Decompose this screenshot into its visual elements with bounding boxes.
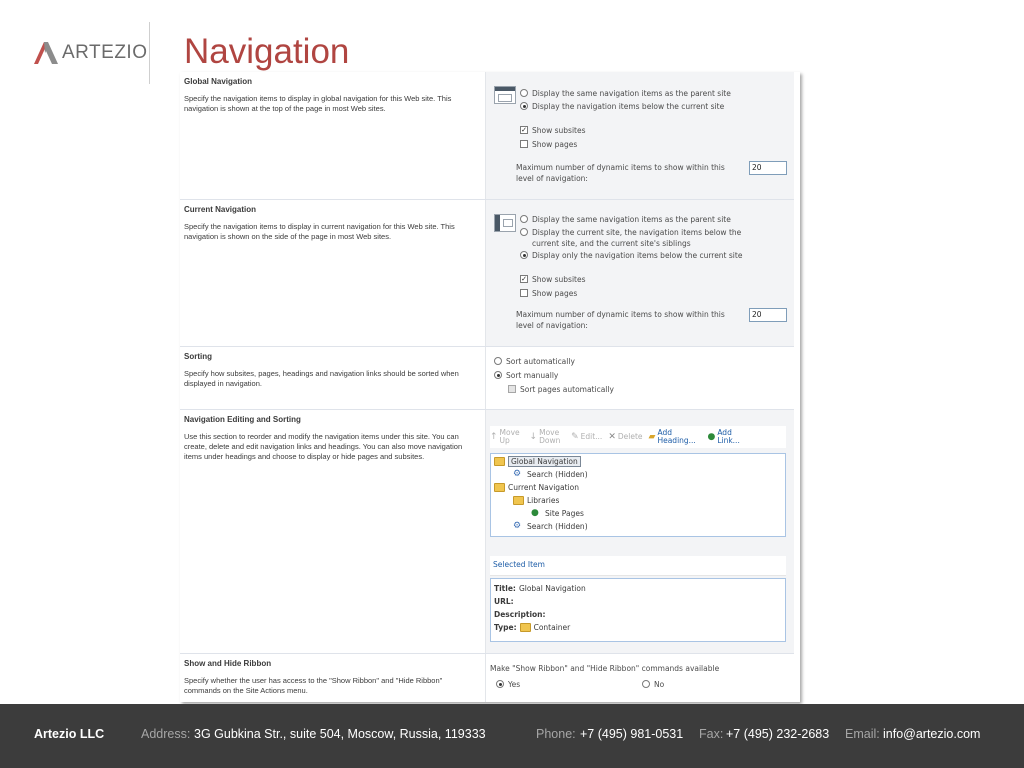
current-show-subsites-checkbox[interactable]: ✓ Show subsites	[521, 275, 586, 284]
current-max-items-label: Maximum number of dynamic items to show within this level of navigation:	[516, 310, 725, 330]
footer	[0, 704, 1024, 768]
link-add-icon: ●	[707, 432, 716, 442]
folder-add-icon: ▰	[648, 432, 656, 442]
current-below-only-option[interactable]: Display only the navigation items below the current site	[520, 250, 742, 261]
ribbon-commands-label: Make "Show Ribbon" and "Hide Ribbon" commands available	[490, 664, 720, 673]
heading-folder-icon	[494, 457, 505, 466]
edit-icon: ✎	[571, 432, 579, 442]
artezio-logo-icon	[34, 42, 58, 64]
section-title: Global Navigation	[184, 77, 253, 86]
checkbox-checked-icon: ✓	[521, 275, 527, 283]
global-show-subsites-checkbox[interactable]: ✓ Show subsites	[521, 126, 586, 135]
logo-text: ARTEZIO	[62, 42, 148, 63]
footer-address: 3G Gubkina Str., suite 504, Moscow, Russia, 119333	[194, 727, 486, 741]
section-title: Navigation Editing and Sorting	[184, 415, 301, 424]
section-description: Specify the navigation items to display in current navigation for this Web site. This navigation is shown on the side of the page in most Web sites.	[184, 222, 455, 241]
tree-item-global-navigation[interactable]: Global Navigation	[494, 455, 581, 468]
navigation-settings-panel	[180, 72, 800, 702]
ribbon-yes-option[interactable]: Yes	[496, 679, 520, 690]
current-same-as-parent-option[interactable]: Display the same navigation items as the parent site	[520, 214, 731, 225]
current-show-pages-checkbox[interactable]: Show pages	[520, 288, 577, 299]
section-title: Sorting	[184, 352, 212, 361]
checkbox-checked-icon: ✓	[521, 126, 527, 134]
section-description: Specify how subsites, pages, headings and navigation links should be sorted when displayed in navigation.	[184, 369, 459, 388]
artezio-logo	[34, 42, 148, 64]
global-max-items-input[interactable]: 20	[749, 161, 787, 175]
global-show-pages-checkbox[interactable]: Show pages	[520, 139, 577, 150]
current-max-items-input[interactable]: 20	[749, 308, 787, 322]
section-description: Use this section to reorder and modify the navigation items under this site. You can create, delete and edit navigation links and headings. You can also move navigation items under headings and choose to display or hide pages and subsites.	[184, 432, 463, 461]
global-nav-layout-icon	[494, 86, 516, 104]
radio-selected-icon	[520, 102, 528, 110]
global-navigation-section	[180, 72, 794, 200]
tree-item-libraries[interactable]: Libraries	[513, 494, 559, 507]
section-description: Specify the navigation items to display in global navigation for this Web site. This navigation is shown at the top of the page in most Web sites.	[184, 94, 452, 113]
ribbon-no-option[interactable]: No	[642, 679, 664, 690]
page-title: Navigation	[184, 32, 350, 71]
add-heading-button[interactable]: ▰ Add Heading...	[648, 428, 696, 445]
checkbox-disabled-icon	[508, 385, 516, 393]
sorting-section	[180, 347, 794, 410]
heading-folder-icon	[494, 483, 505, 492]
tree-item-search-hidden[interactable]: ⚙ Search (Hidden)	[513, 521, 588, 531]
radio-selected-icon	[520, 251, 528, 259]
tree-item-current-navigation[interactable]: Current Navigation	[494, 481, 579, 494]
footer-address-label: Address:	[141, 727, 191, 741]
folder-icon	[513, 496, 524, 505]
header-divider	[149, 22, 150, 84]
selected-item-title: Selected Item	[493, 560, 545, 569]
current-nav-layout-icon	[494, 214, 516, 232]
footer-phone-label: Phone:	[536, 727, 576, 741]
delete-x-icon: ✕	[608, 432, 616, 442]
section-title: Show and Hide Ribbon	[184, 659, 272, 668]
footer-fax: +7 (495) 232-2683	[726, 727, 830, 741]
radio-icon	[642, 680, 650, 688]
container-folder-icon	[520, 623, 531, 632]
sitemap-icon: ⚙	[513, 469, 522, 479]
global-same-as-parent-option[interactable]: Display the same navigation items as the parent site	[520, 88, 731, 99]
current-navigation-section	[180, 200, 794, 347]
tree-item-search-hidden[interactable]: ⚙ Search (Hidden)	[513, 469, 588, 479]
checkbox-icon	[520, 140, 528, 148]
selected-item-header	[490, 556, 786, 576]
checkbox-icon	[520, 289, 528, 297]
arrow-down-icon: ↓	[529, 432, 538, 442]
current-site-and-siblings-option[interactable]: Display the current site, the navigation items below the current site, and the current site's siblings	[520, 227, 770, 249]
add-link-button[interactable]: ● Add Link...	[707, 428, 740, 445]
global-below-current-option[interactable]: Display the navigation items below the current site	[520, 101, 724, 112]
radio-icon	[494, 357, 502, 365]
radio-icon	[520, 228, 528, 236]
footer-email-label: Email:	[845, 727, 880, 741]
arrow-up-icon: ↑	[490, 432, 498, 442]
prop-title: Title: Global Navigation	[494, 584, 586, 593]
navigation-tree	[490, 453, 786, 537]
footer-fax-label: Fax:	[699, 727, 724, 741]
footer-email-link[interactable]: info@artezio.com	[883, 727, 981, 741]
section-description: Specify whether the user has access to the "Show Ribbon" and "Hide Ribbon" commands on the Site Actions menu.	[184, 676, 443, 695]
sitemap-icon: ⚙	[513, 521, 522, 531]
prop-type: Type: Container	[494, 623, 571, 632]
global-max-items-label: Maximum number of dynamic items to show within this level of navigation:	[516, 163, 725, 183]
ribbon-section	[180, 654, 794, 702]
delete-button[interactable]: ✕ Delete	[608, 432, 643, 442]
prop-description: Description:	[494, 610, 546, 619]
radio-icon	[520, 215, 528, 223]
radio-selected-icon	[494, 371, 502, 379]
footer-phone: +7 (495) 981-0531	[580, 727, 684, 741]
edit-button[interactable]: ✎ Edit...	[571, 432, 603, 442]
radio-icon	[520, 89, 528, 97]
prop-url: URL:	[494, 597, 514, 606]
navigation-toolbar	[490, 426, 786, 448]
footer-company: Artezio LLC	[34, 727, 105, 741]
move-up-button[interactable]: ↑ Move Up	[490, 428, 520, 445]
sort-pages-automatically-checkbox[interactable]: Sort pages automatically	[508, 384, 614, 395]
link-icon: ●	[531, 508, 539, 518]
tree-item-site-pages[interactable]: ● Site Pages	[531, 508, 584, 518]
sort-automatically-option[interactable]: Sort automatically	[494, 356, 575, 367]
sort-manually-option[interactable]: Sort manually	[494, 370, 558, 381]
move-down-button[interactable]: ↓ Move Down	[529, 428, 561, 445]
selected-item-properties	[490, 578, 786, 642]
section-title: Current Navigation	[184, 205, 257, 214]
radio-selected-icon	[496, 680, 504, 688]
